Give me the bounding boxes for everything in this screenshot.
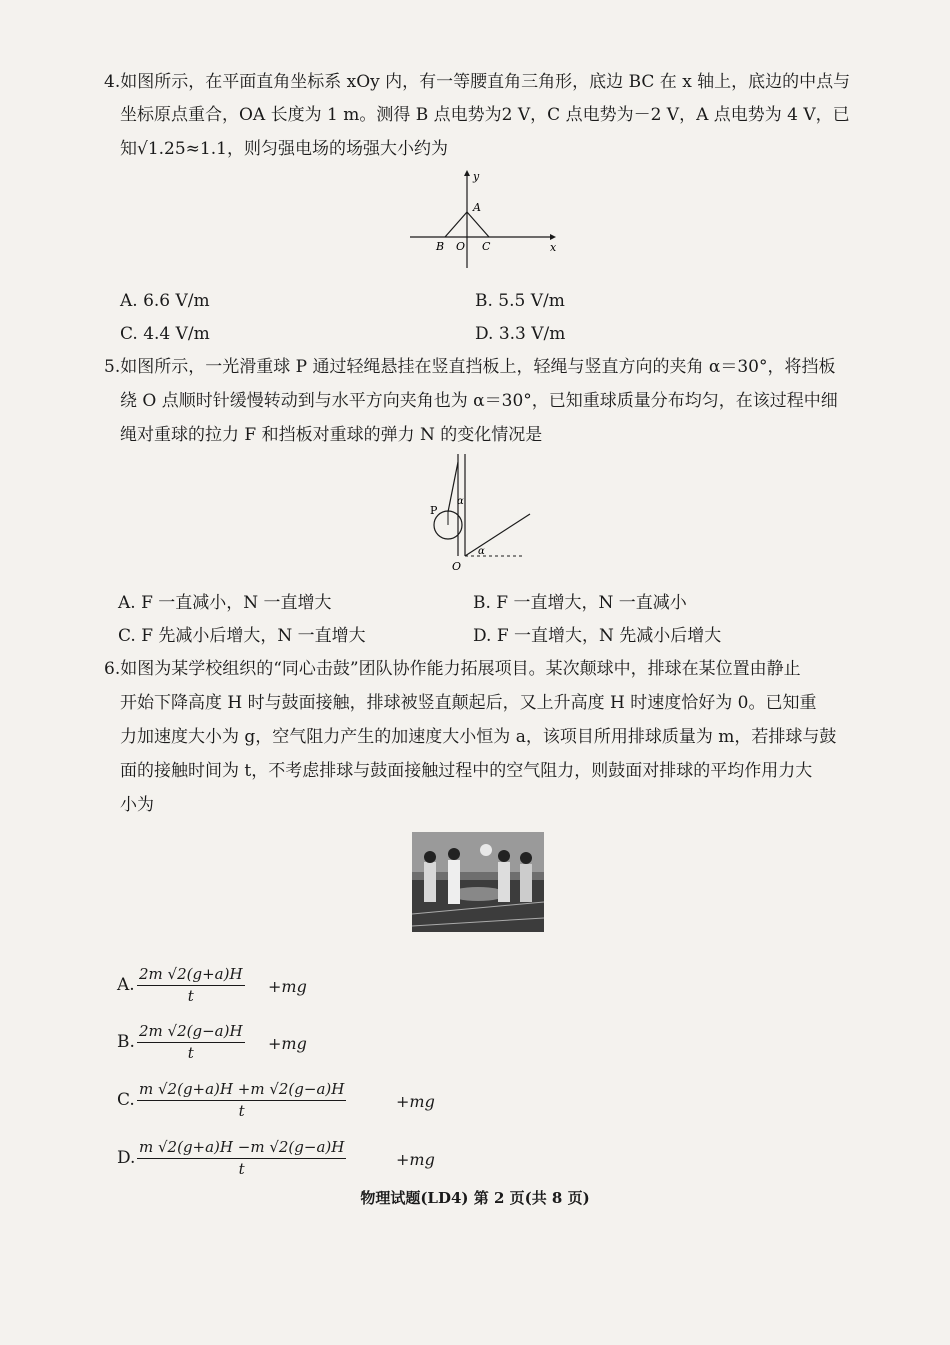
y-axis-arrow — [464, 170, 470, 176]
q6-option-a-tail: +mg — [268, 977, 307, 996]
q6-option-b-denominator: t — [187, 1044, 194, 1062]
q5-option-d[interactable]: D. F 一直增大，N 先减小后增大 — [473, 626, 722, 646]
q6-option-d-numerator: m √2(g+a)H −m √2(g−a)H — [137, 1138, 346, 1159]
q5-line-2: 绕 O 点顺时针缓慢转动到与水平方向夹角也为 α＝30°，已知重球质量分布均匀，在该过程中细 — [120, 391, 838, 411]
q5-option-a[interactable]: A. F 一直减小，N 一直增大 — [118, 593, 332, 613]
edge-ca — [467, 212, 489, 237]
q6-option-c-label[interactable]: C. — [117, 1090, 135, 1110]
q6-line-1 — [104, 657, 801, 681]
label-p: P — [430, 504, 438, 517]
q6-option-c-tail: +mg — [396, 1092, 435, 1111]
q4-line-3: 知√1.25≈1.1，则匀强电场的场强大小约为 — [120, 139, 448, 159]
q6-option-d-label[interactable]: D. — [117, 1148, 136, 1168]
x-axis-arrow — [550, 234, 556, 240]
q4-line-1 — [104, 70, 850, 94]
label-x: x — [550, 241, 557, 254]
q6-line-5: 小为 — [120, 795, 154, 815]
q6-option-b-fraction[interactable] — [137, 1022, 245, 1062]
q6-line-4: 面的接触时间为 t，不考虑排球与鼓面接触过程中的空气阻力，则鼓面对排球的平均作用力大 — [120, 761, 813, 781]
photo-illustration — [412, 832, 544, 932]
q6-option-b-label[interactable]: B. — [117, 1032, 135, 1052]
q5-option-c[interactable]: C. F 先减小后增大，N 一直增大 — [118, 626, 366, 646]
q6-number: 6. — [104, 659, 121, 679]
q6-line-3: 力加速度大小为 g，空气阻力产生的加速度大小恒为 a，该项目所用排球质量为 m，若排球与鼓 — [120, 727, 837, 747]
page-footer: 物理试题(LD4) 第 2 页(共 8 页) — [360, 1189, 590, 1207]
q6-option-a-numerator: 2m √2(g+a)H — [137, 965, 245, 986]
q4-number: 4. — [104, 72, 121, 92]
q6-option-a-label[interactable]: A. — [117, 975, 135, 995]
q6-option-d-denominator: t — [238, 1160, 245, 1178]
label-b: B — [436, 240, 445, 253]
q4-coordinate-figure — [400, 166, 570, 272]
q6-option-d-tail: +mg — [396, 1150, 435, 1169]
label-a: A — [473, 201, 481, 214]
q6-option-c-numerator: m √2(g+a)H +m √2(g−a)H — [137, 1080, 346, 1101]
q6-option-c-fraction[interactable] — [137, 1080, 346, 1120]
q5-line-3: 绳对重球的拉力 F 和挡板对重球的弹力 N 的变化情况是 — [120, 425, 543, 445]
label-c: C — [482, 240, 491, 253]
q6-option-a-fraction[interactable] — [137, 965, 245, 1005]
q5-option-b[interactable]: B. F 一直增大，N 一直减小 — [473, 593, 687, 613]
label-o: O — [452, 560, 462, 573]
q6-option-b-numerator: 2m √2(g−a)H — [137, 1022, 245, 1043]
label-y: y — [473, 170, 480, 183]
q6-option-d-fraction[interactable] — [137, 1138, 346, 1178]
drum-team-photo — [412, 832, 544, 932]
q6-option-c-denominator: t — [238, 1102, 245, 1120]
q6-option-b-tail: +mg — [268, 1034, 307, 1053]
q6-line-2: 开始下降高度 H 时与鼓面接触，排球被竖直颠起后，又上升高度 H 时速度恰好为 0。已知重 — [120, 693, 817, 713]
label-alpha-bottom: α — [478, 546, 485, 557]
q4-option-b[interactable]: B. 5.5 V/m — [475, 291, 565, 311]
q4-text-1: 如图所示，在平面直角坐标系 xOy 内，有一等腰直角三角形，底边 BC 在 x 轴上，底边的中点与 — [120, 72, 851, 92]
q4-option-d[interactable]: D. 3.3 V/m — [475, 324, 566, 344]
q4-option-c[interactable]: C. 4.4 V/m — [120, 324, 210, 344]
q4-option-a[interactable]: A. 6.6 V/m — [120, 291, 210, 311]
q5-line-1 — [104, 355, 836, 379]
rotated-board — [465, 514, 530, 556]
q5-number: 5. — [104, 357, 121, 377]
q6-option-a-denominator: t — [187, 987, 194, 1005]
label-alpha-top: α — [457, 496, 464, 507]
q6-text-1: 如图为某学校组织的“同心击鼓”团队协作能力拓展项目。某次颠球中，排球在某位置由静止 — [120, 659, 801, 679]
label-o: O — [456, 240, 466, 253]
q4-line-2: 坐标原点重合，OA 长度为 1 m。测得 B 点电势为2 V，C 点电势为－2 V，A 点电势为 4 V，已 — [120, 105, 850, 125]
edge-ba — [445, 212, 467, 237]
q5-text-1: 如图所示，一光滑重球 P 通过轻绳悬挂在竖直挡板上，轻绳与竖直方向的夹角 α＝30°，将挡板 — [120, 357, 836, 377]
q5-pendulum-figure — [420, 452, 550, 574]
